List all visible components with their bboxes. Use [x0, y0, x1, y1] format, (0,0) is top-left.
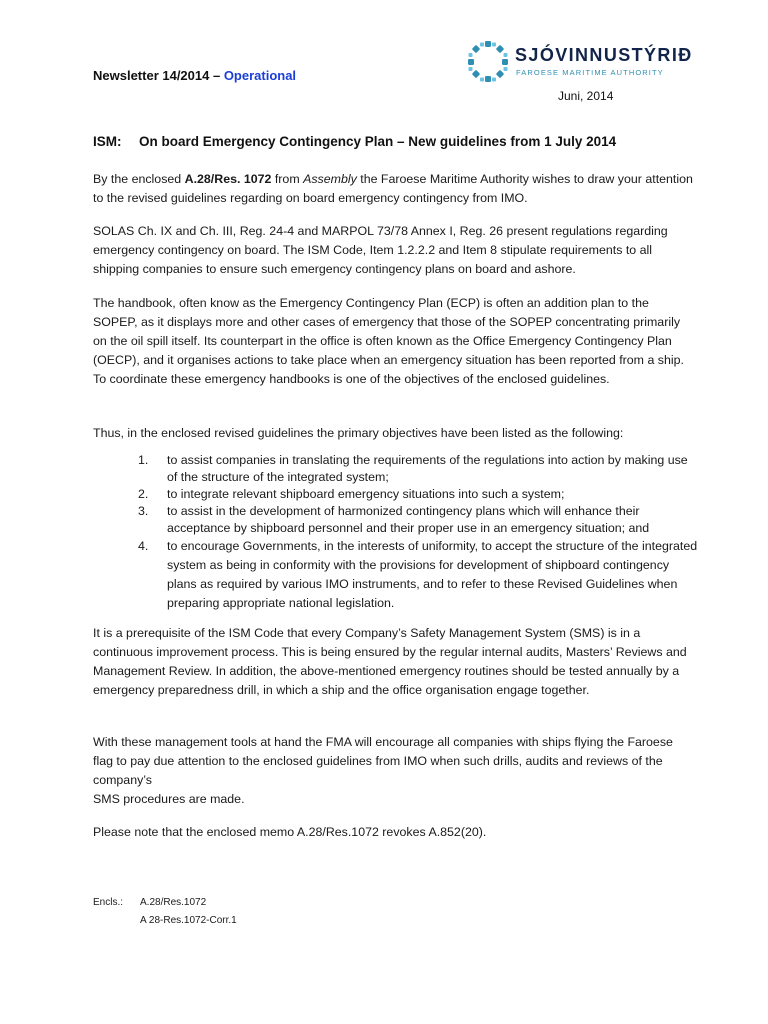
note-paragraph: Please note that the enclosed memo A.28/Res.1072 revokes A.852(20). — [93, 825, 487, 839]
intro-assembly: Assembly — [303, 172, 357, 186]
tools-paragraph — [93, 733, 693, 809]
enclosure-item: A 28-Res.1072-Corr.1 — [140, 915, 237, 926]
solas-paragraph: SOLAS Ch. IX and Ch. III, Reg. 24-4 and MARPOL 73/78 Annex I, Reg. 26 present regulations regarding emergency contingency on board. The ISM Code, Item 1.2.2.2 and Item 8 stipulate requirements to all shipping companies to ensure such emergency contingency plans on board and ashore. — [93, 224, 668, 276]
logo-subtitle: FAROESE MARITIME AUTHORITY — [516, 68, 664, 77]
document-title — [93, 134, 616, 149]
enclosure-row — [93, 894, 237, 912]
list-item-number: 3. — [138, 504, 149, 518]
authority-logo — [466, 40, 716, 84]
tools-text-2: SMS procedures are made. — [93, 792, 245, 806]
list-item — [138, 452, 698, 486]
intro-paragraph — [93, 170, 693, 208]
enclosures — [93, 894, 237, 930]
title-text: On board Emergency Contingency Plan – New guidelines from 1 July 2014 — [139, 134, 617, 149]
list-item-text: to assist in the development of harmonized contingency plans which will enhance their acceptance by shipboard personnel and their proper use in an emergency situation; and — [167, 504, 650, 535]
intro-reference: A.28/Res. 1072 — [184, 172, 272, 186]
list-item-number: 1. — [138, 453, 149, 467]
list-item-text: to encourage Governments, in the interests of uniformity, to accept the structure of the integrated system as being in conformity with the provisions for development of shipboard contingency plans as required by various IMO instruments, and to refer to these Revised Guidelines when preparing appropriate national legislation. — [167, 539, 698, 610]
enclosure-row — [93, 912, 237, 930]
prerequisite-paragraph: It is a prerequisite of the ISM Code that every Company’s Safety Management System (SMS) is in a continuous improvement process. This is being ensured by the regular internal audits, Masters’ Reviews and Management Review. In addition, the above-mentioned emergency routines should be tested annually by a emergency preparedness drill, in which a ship and the office organisation engage together. — [93, 626, 687, 697]
list-item-number: 2. — [138, 487, 149, 501]
intro-part1: By the enclosed — [93, 172, 185, 186]
title-label: ISM: — [93, 134, 122, 149]
list-item-text: to integrate relevant shipboard emergency situations into such a system; — [167, 487, 565, 501]
tools-text-1: With these management tools at hand the FMA will encourage all companies with ships flying the Faroese flag to pay due attention to the enclosed guidelines from IMO when such drills, audits and reviews of the company’s — [93, 735, 673, 787]
handbook-paragraph: The handbook, often know as the Emergency Contingency Plan (ECP) is often an addition plan to the SOPEP, as it displays more and other cases of emergency that those of the SOPEP concentrating primarily on the oil spill itself. Its counterpart in the office is often known as the Office Emergency Contingency Plan (OECP), and it organises actions to take place when an emergency situation has been reported from a ship. To coordinate these emergency handbooks is one of the objectives of the enclosed guidelines. — [93, 296, 684, 386]
list-item-text: to assist companies in translating the requirements of the regulations into action by making use of the structure of the integrated system; — [167, 453, 688, 484]
enclosure-item: A.28/Res.1072 — [140, 897, 207, 908]
intro-part3: the Faroese Maritime Authority wishes to draw your attention to the revised guidelines regarding on board emergency contingency from IMO. — [93, 172, 693, 205]
document-date: Juni, 2014 — [558, 89, 614, 103]
list-item-number: 4. — [138, 539, 149, 553]
list-item — [138, 537, 698, 613]
list-item — [138, 503, 698, 537]
newsletter-heading — [93, 68, 296, 83]
dotted-ring-logo-icon — [466, 40, 510, 84]
logo-name: SJÓVINNUSTÝRIÐ — [515, 45, 693, 65]
objectives-list — [138, 452, 698, 613]
newsletter-tag: Operational — [223, 68, 297, 83]
newsletter-number: Newsletter 14/2014 – — [93, 68, 224, 83]
enclosures-label: Encls.: — [93, 897, 124, 908]
list-item — [138, 486, 698, 503]
objectives-intro: Thus, in the enclosed revised guidelines the primary objectives have been listed as the following: — [93, 426, 624, 440]
intro-part2: from — [271, 172, 304, 186]
